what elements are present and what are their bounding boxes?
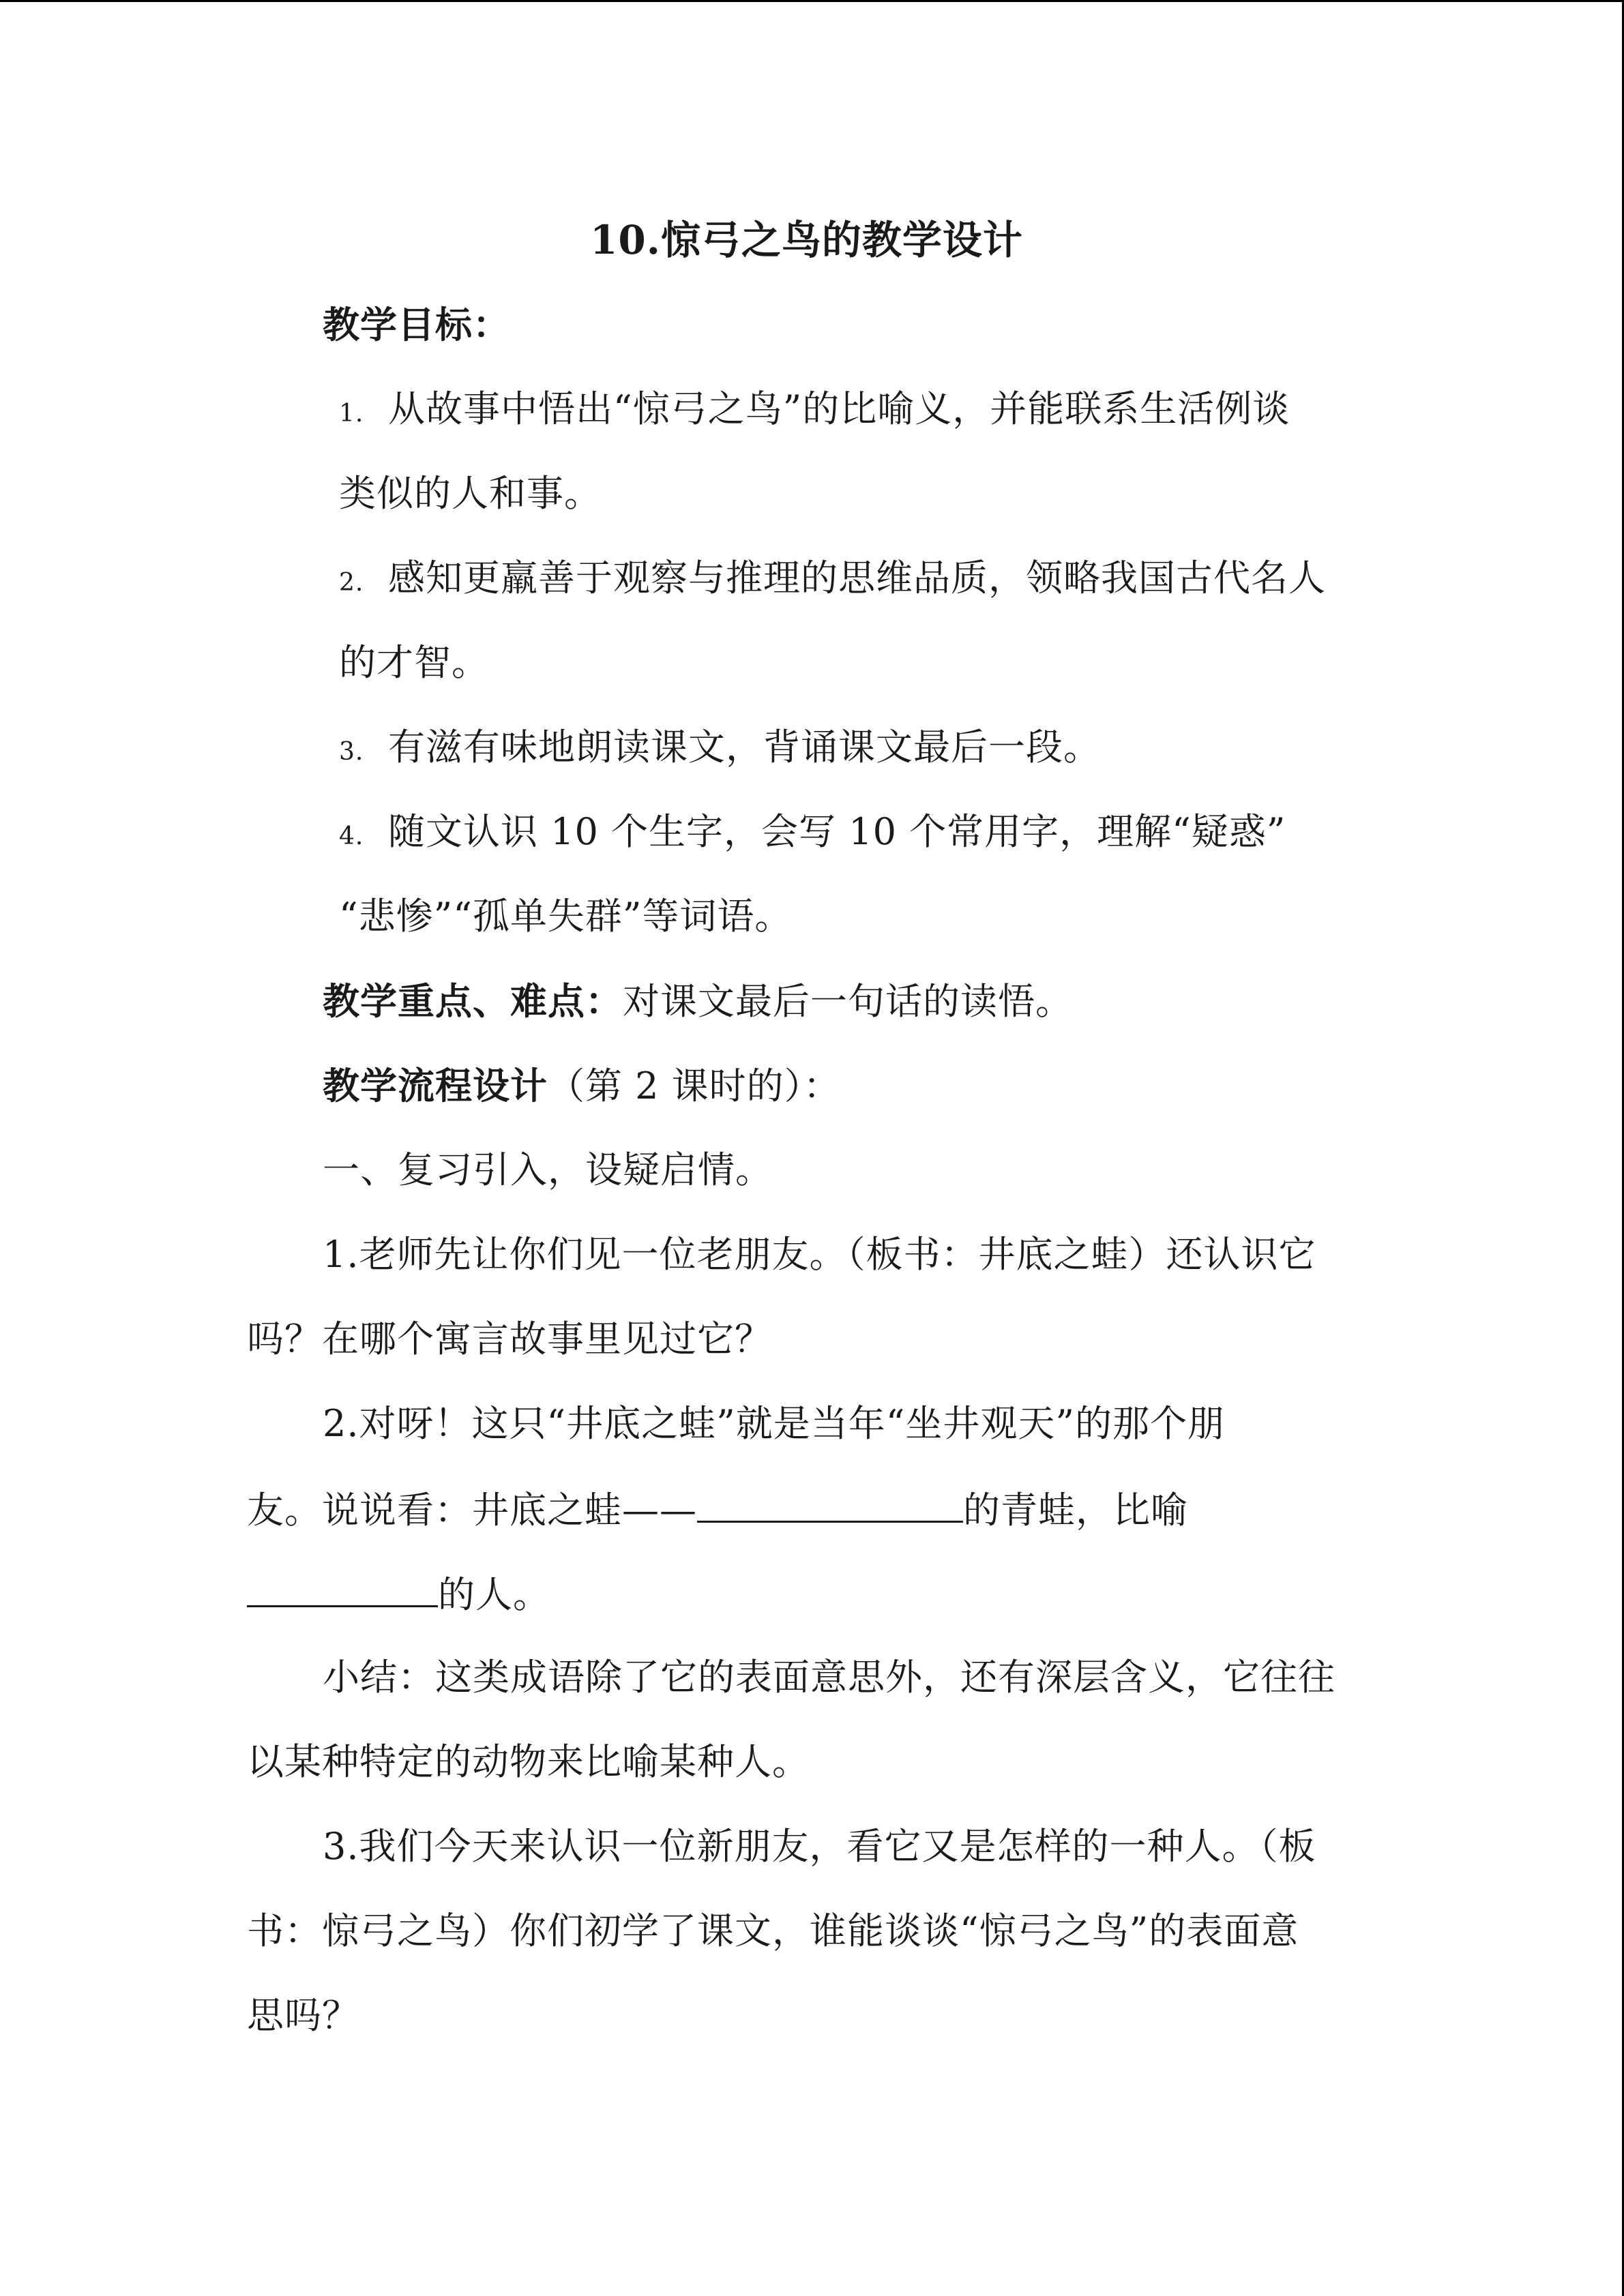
summary-line-1: 小结：这类成语除了它的表面意思外，还有深层含义，它往往 [323, 1656, 1335, 1699]
objective-number: 3. [339, 738, 364, 766]
paragraph-3-line-2: 书：惊弓之鸟）你们初学了课文，谁能谈谈“惊弓之鸟”的表面意 [247, 1909, 1299, 1952]
objective-item-1-continued: 类似的人和事。 [339, 472, 602, 515]
objective-text: 有滋有味地朗读课文，背诵课文最后一段。 [388, 726, 1101, 769]
page-title: 10.惊弓之鸟的教学设计 [590, 217, 1023, 263]
process-heading-suffix: （第 2 课时的）： [548, 1064, 841, 1107]
objective-item-3 [339, 726, 1101, 770]
summary-line-2: 以某种特定的动物来比喻某种人。 [247, 1740, 810, 1783]
paragraph-2-text-b: 的青蛙，比喻 [963, 1489, 1188, 1532]
paragraph-1-line-2: 吗？在哪个寓言故事里见过它？ [247, 1317, 772, 1360]
paragraph-3-line-1: 3.我们今天来认识一位新朋友，看它又是怎样的一种人。（板 [323, 1825, 1316, 1868]
paragraph-3-line-3: 思吗？ [247, 1994, 359, 2037]
key-points-paragraph [323, 979, 1073, 1024]
key-points-text: 对课文最后一句话的读悟。 [623, 980, 1073, 1023]
objective-text: 感知更羸善于观察与推理的思维品质，领略我国古代名人 [388, 556, 1326, 599]
process-heading: 教学流程设计 [323, 1064, 548, 1107]
objective-item-4-continued: “悲惨”“孤单失群”等词语。 [339, 895, 793, 938]
objective-number: 1. [339, 400, 364, 428]
paragraph-2-line-3 [247, 1571, 550, 1617]
paragraph-1-line-1: 1.老师先让你们见一位老朋友。（板书：井底之蛙）还认识它 [323, 1233, 1316, 1276]
objective-item-2 [339, 556, 1326, 601]
paragraph-2-line-2 [247, 1487, 1188, 1533]
objective-text: 从故事中悟出“惊弓之鸟”的比喻义，并能联系生活例谈 [388, 387, 1290, 430]
fill-in-blank-1[interactable] [697, 1487, 963, 1523]
fill-in-blank-2[interactable] [247, 1571, 438, 1607]
key-points-heading: 教学重点、难点： [323, 979, 623, 1023]
objective-item-4 [339, 810, 1286, 854]
paragraph-2-text-c: 的人。 [438, 1573, 550, 1616]
objective-item-2-continued: 的才智。 [339, 641, 489, 684]
objective-number: 2. [339, 569, 364, 597]
paragraph-2-text-a: 友。说说看：井底之蛙—— [247, 1489, 697, 1532]
objective-number: 4. [339, 822, 364, 850]
paragraph-2-line-1: 2.对呀！这只“井底之蛙”就是当年“坐井观天”的那个朋 [323, 1402, 1225, 1445]
objective-item-1 [339, 387, 1290, 432]
process-heading-line [323, 1064, 841, 1109]
objective-text: 随文认识 10 个生字，会写 10 个常用字，理解“疑惑” [388, 810, 1286, 853]
objectives-heading: 教学目标： [323, 303, 510, 346]
section-heading: 一、复习引入，设疑启情。 [323, 1148, 773, 1191]
